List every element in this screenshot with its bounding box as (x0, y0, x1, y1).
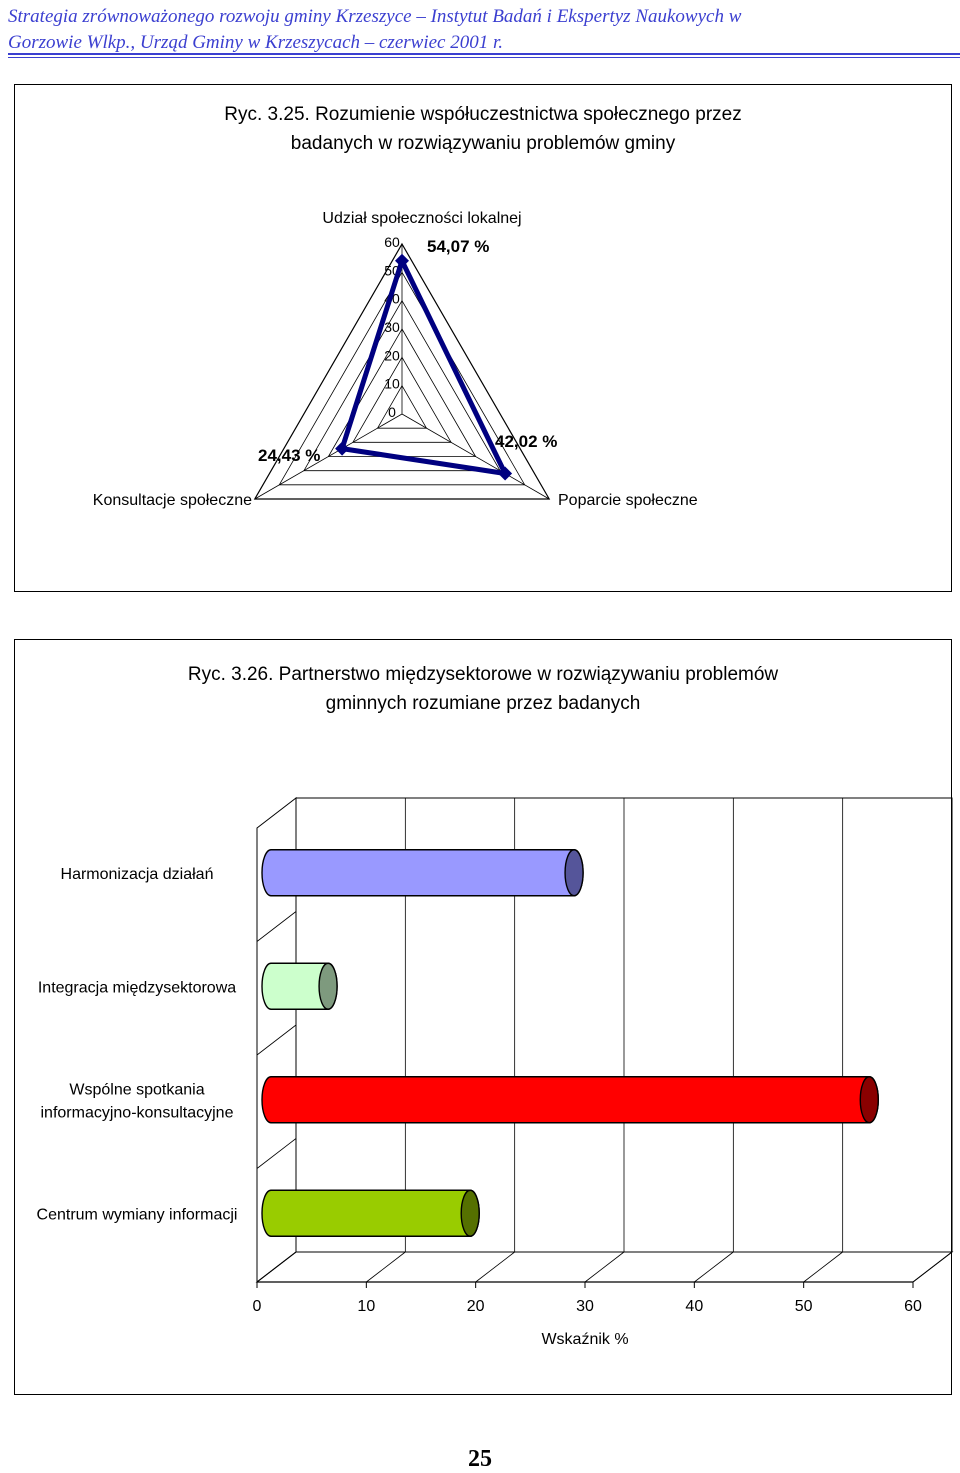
bar-cylinder-end (319, 963, 337, 1009)
header-line-2: Gorzowie Wlkp., Urząd Gminy w Krzeszycach – czerwiec 2001 r. (8, 32, 504, 53)
category-separator (257, 1025, 296, 1055)
floor-gridline (804, 1252, 843, 1282)
category-separator (257, 912, 296, 942)
x-tick-label: 30 (576, 1298, 594, 1315)
x-tick-label: 60 (904, 1298, 922, 1315)
x-tick-label: 50 (794, 1298, 813, 1315)
category-label: informacyjno-konsultacyjne (40, 1104, 234, 1122)
bar-cylinder-end (860, 1077, 878, 1123)
radar-axis-label: Poparcie społeczne (558, 492, 698, 509)
x-tick-label: 0 (252, 1298, 262, 1315)
x-axis-title: Wskaźnik % (541, 1331, 629, 1348)
radar-data-label: 42,02 % (495, 432, 558, 451)
radar-data-label: 24,43 % (258, 446, 321, 465)
figure-3-25-title-line-2: badanych w rozwiązywaniu problemów gminy (290, 133, 676, 154)
radar-tick-label: 50 (384, 262, 400, 279)
floor-gridline (694, 1252, 733, 1282)
radar-tick-label: 10 (384, 375, 400, 392)
figure-3-26-title-line-1: Ryc. 3.26. Partnerstwo międzysektorowe w rozwiązywaniu problemów (187, 664, 779, 685)
radar-axis-label: Konsultacje społeczne (92, 492, 252, 509)
figure-3-26-title-line-2: gminnych rozumiane przez badanych (325, 693, 641, 714)
category-label: Integracja międzysektorowa (37, 979, 237, 997)
radar-tick-label: 0 (388, 404, 396, 420)
category-separator (257, 1139, 296, 1169)
bar-cylinder-end (461, 1190, 479, 1236)
bar-cylinder-end (565, 850, 583, 896)
category-label: Wspólne spotkania (69, 1081, 205, 1099)
bar-cylinder-body (262, 1077, 878, 1123)
figure-3-25-title-line-1: Ryc. 3.25. Rozumienie współuczestnictwa społecznego przez (224, 104, 742, 125)
floor-gridline (366, 1252, 405, 1282)
bar-cylinder-body (262, 1190, 479, 1236)
radar-tick-label: 30 (384, 319, 400, 335)
x-tick-label: 40 (685, 1298, 704, 1315)
header-line-1: Strategia zrównoważonego rozwoju gminy Krzeszyce – Instytut Badań i Ekspertyz Naukowych w (8, 6, 742, 27)
radar-data-label: 54,07 % (427, 237, 490, 256)
x-tick-label: 10 (357, 1298, 376, 1315)
floor-gridline (476, 1252, 515, 1282)
radar-tick-label: 60 (384, 234, 400, 250)
category-label: Centrum wymiany informacji (36, 1206, 238, 1224)
floor-gridline (257, 1252, 296, 1282)
floor-gridline (585, 1252, 624, 1282)
page-number: 25 (468, 1446, 492, 1472)
radar-axis-label: Udział społeczności lokalnej (322, 210, 522, 227)
category-label: Harmonizacja działań (60, 865, 214, 883)
x-tick-label: 20 (466, 1298, 485, 1315)
radar-tick-label: 20 (384, 347, 400, 364)
bar-cylinder-body (262, 850, 583, 896)
radar-tick-label: 40 (384, 290, 400, 307)
floor-gridline (913, 1252, 952, 1282)
